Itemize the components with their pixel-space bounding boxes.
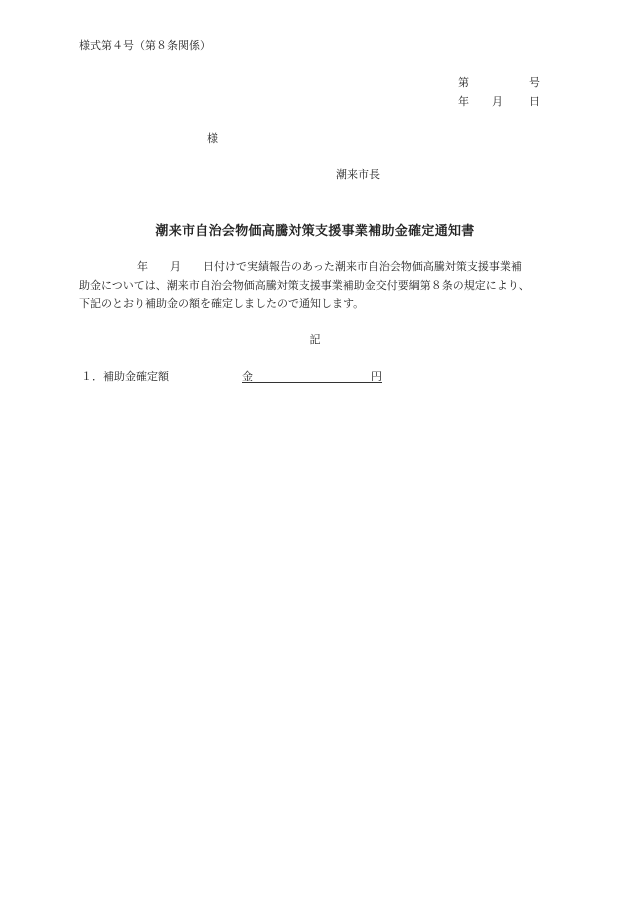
date-month: 月	[492, 95, 503, 108]
document-number-suffix: 号	[529, 76, 540, 89]
recipient-honorific: 様	[207, 132, 218, 145]
document-title: 潮来市自治会物価高騰対策支援事業補助金確定通知書	[155, 224, 475, 239]
ki-heading: 記	[309, 333, 321, 346]
date-year: 年	[458, 95, 469, 108]
amount-prefix: 金	[242, 370, 253, 383]
body-month: 月	[170, 260, 181, 273]
body-line-1-rest: 日付けで実績報告のあった潮来市自治会物価高騰対策支援事業補	[203, 260, 522, 273]
body-line-1	[79, 258, 559, 277]
item-label: １．補助金確定額	[81, 370, 169, 383]
body-line-2: 助金については、潮来市自治会物価高騰対策支援事業補助金交付要綱第８条の規定により、	[79, 278, 530, 292]
amount-suffix: 円	[371, 370, 382, 383]
body-text	[79, 258, 559, 314]
body-line-3: 下記のとおり補助金の額を確定しましたので通知します。	[79, 297, 365, 310]
date-day: 日	[529, 95, 540, 108]
document-number-prefix: 第	[458, 76, 469, 89]
form-number: 様式第４号（第８条関係）	[79, 39, 211, 52]
amount-field	[242, 368, 382, 383]
sender: 潮来市長	[336, 168, 380, 181]
body-year: 年	[137, 260, 148, 273]
